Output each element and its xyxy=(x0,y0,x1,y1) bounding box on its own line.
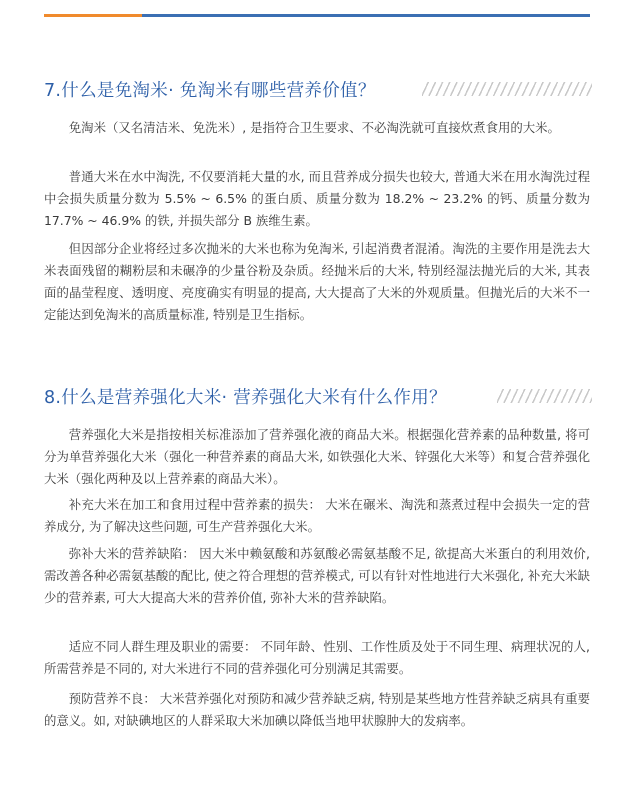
section-8-paragraph: 弥补大米的营养缺陷： 因大米中赖氨酸和苏氨酸必需氨基酸不足, 欲提高大米蛋白的利用效价, 需改善各种必需氨基酸的配比, 使之符合理想的营养模式, 可以有针对性地进行大米强化, 补充大米缺少的营养素, 可大大提高大米的营养价值, 弥补大米的营养缺陷。 xyxy=(44,546,590,605)
section-8-paragraph: 补充大米在加工和食用过程中营养素的损失： 大米在碾米、淘洗和蒸煮过程中会损失一定的营养成分, 为了解决这些问题, 可生产营养强化大米。 xyxy=(44,497,590,534)
section-7-paragraph: 免淘米（又名清洁米、免洗米）, 是指符合卫生要求、不必淘洗就可直接炊煮食用的大米。 xyxy=(68,120,560,135)
top-accent-bar xyxy=(44,14,590,17)
heading-stripes-decoration xyxy=(422,82,592,96)
heading-stripes-decoration xyxy=(497,389,592,403)
section-8-paragraph: 营养强化大米是指按相关标准添加了营养强化液的商品大米。根据强化营养素的品种数量, 将可分为单营养强化大米（强化一种营养素的商品大米, 如铁强化大米、锌强化大米等）和复合营养强化大米（强化两种及以上营养素的商品大米）。 xyxy=(44,427,590,486)
section-7-title: 7.什么是免淘米· 免淘米有哪些营养价值？ xyxy=(44,80,376,101)
section-7-paragraph: 普通大米在水中淘洗, 不仅要消耗大量的水, 而且营养成分损失也较大, 普通大米在用水淘洗过程中会损失质量分数为 5.5% ~ 6.5% 的蛋白质、质量分数为 18.2% ~ 23.2% 的钙、质量分数为 17.7% ~ 46.9% 的铁, 并损失部分 B 族维生素。 xyxy=(44,169,590,228)
section-8-title: 8.什么是营养强化大米· 营养强化大米有什么作用？ xyxy=(44,387,447,408)
section-8-paragraph: 预防营养不良： 大米营养强化对预防和减少营养缺乏病, 特别是某些地方性营养缺乏病具有重要的意义。如, 对缺碘地区的人群采取大米加碘以降低当地甲状腺肿大的发病率。 xyxy=(44,691,590,728)
section-8-heading xyxy=(44,383,592,409)
section-7-heading xyxy=(44,76,592,102)
section-8-paragraph: 适应不同人群生理及职业的需要： 不同年龄、性别、工作性质及处于不同生理、病理状况的人, 所需营养是不同的, 对大米进行不同的营养强化可分别满足其需要。 xyxy=(44,639,590,676)
top-accent-orange xyxy=(44,14,142,17)
section-7-paragraph: 但因部分企业将经过多次抛米的大米也称为免淘米, 引起消费者混淆。淘洗的主要作用是洗去大米表面残留的糊粉层和未碾净的少量谷粉及杂质。经抛米后的大米, 特别经湿法抛光后的大米, 其表面的晶莹程度、透明度、亮度确实有明显的提高, 大大提高了大米的外观质量。但抛光后的大米不一定能达到免淘米的高质量标准, 特别是卫生指标。 xyxy=(44,241,590,322)
top-accent-blue xyxy=(142,14,590,17)
